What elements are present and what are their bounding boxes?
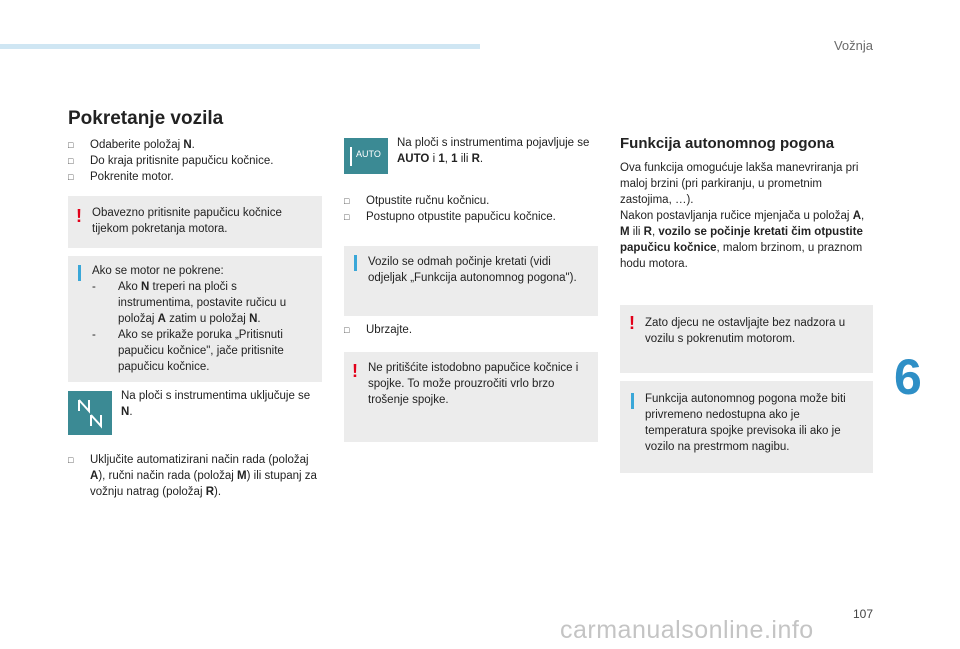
warning-text: Zato djecu ne ostavljajte bez nadzora u vozilu s pokrenutim motorom. [645, 317, 846, 345]
info-box [620, 381, 873, 473]
section-title: Vožnja [833, 38, 873, 53]
checkbox-bullet-icon: □ [68, 140, 74, 150]
info-item: - Ako N treperi na ploči s instrumentima, postavite ručicu u položaj A zatim u položaj N. [92, 281, 287, 325]
warning-box [344, 352, 598, 442]
info-text: Vozilo se odmah počinje kretati (vidi odjeljak „Funkcija autonomnog pogona"). [368, 256, 577, 284]
exclamation-icon: ! [352, 361, 358, 381]
n-letter-icon [68, 391, 112, 435]
watermark: carmanualsonline.info [560, 616, 814, 644]
warning-box [68, 196, 322, 248]
info-box [68, 256, 322, 382]
chapter-number: 6 [894, 349, 922, 405]
page-number: 107 [852, 607, 873, 621]
info-intro: Ako se motor ne pokrene: [92, 265, 224, 277]
info-text [92, 263, 314, 375]
release-steps [344, 193, 598, 225]
checkbox-bullet-icon: □ [344, 196, 350, 206]
paragraph: Ova funkcija omogućuje lakša manevriranja pri maloj brzini (pri parkiranju, u prometnim zastojima, …). [620, 162, 859, 206]
step-item: □ Postupno otpustite papučicu kočnice. [344, 211, 556, 223]
exclamation-icon: ! [76, 206, 82, 226]
step-item: □ Odaberite položaj N. [68, 139, 195, 151]
warning-text: Obavezno pritisnite papučicu kočnice tijekom pokretanja motora. [92, 207, 282, 235]
info-i-icon [78, 265, 81, 281]
sub-heading: Funkcija autonomnog pogona [620, 135, 835, 152]
step-item: □ Pokrenite motor. [68, 171, 174, 183]
info-i-icon [354, 255, 357, 271]
checkbox-bullet-icon: □ [68, 156, 74, 166]
checkbox-bullet-icon: □ [68, 455, 74, 465]
warning-box [620, 305, 873, 373]
exclamation-icon: ! [629, 313, 635, 333]
step-item: □ Otpustite ručnu kočnicu. [344, 195, 490, 207]
header-bar [0, 44, 480, 49]
page-heading: Pokretanje vozila [68, 108, 224, 129]
accelerate-step: □ Ubrzajte. [344, 324, 413, 336]
info-i-icon [631, 393, 634, 409]
info-item: - Ako se prikaže poruka „Pritisnuti papučicu kočnice", jače pritisnite papučicu kočnice. [92, 329, 284, 373]
start-steps [68, 137, 318, 185]
info-box [344, 246, 598, 316]
checkbox-bullet-icon: □ [68, 172, 74, 182]
warning-text: Ne pritišćite istodobno papučice kočnice i spojke. To može prouzročiti vrlo brzo trošenje spojke. [368, 362, 579, 406]
paragraph: Nakon postavljanja ručice mjenjača u položaj A, M ili R, vozilo se počinje kretati čim otpustite papučicu kočnice, malom brzinom, u praznom hodu motora. [620, 210, 865, 270]
auto-icon [344, 138, 388, 174]
n-lamp-text: Na ploči s instrumentima uključuje se N. [121, 390, 311, 418]
auto-icon-label: AUTO [356, 149, 381, 159]
checkbox-bullet-icon: □ [344, 212, 350, 222]
checkbox-bullet-icon: □ [344, 325, 350, 335]
step-item: □ Do kraja pritisnite papučicu kočnice. [68, 155, 274, 167]
auto-lamp-text: Na ploči s instrumentima pojavljuje se AUTO i 1, 1 ili R. [397, 137, 590, 165]
info-text: Funkcija autonomnog pogona može biti privremeno nedostupna ako je temperatura spojke previsoka ili ako je vozilo na prestrmom nagibu. [645, 393, 846, 453]
mode-step: □ Uključite automatizirani način rada (položaj A), ručni način rada (položaj M) ili stupanj za vožnju natrag (položaj R). [68, 454, 317, 498]
